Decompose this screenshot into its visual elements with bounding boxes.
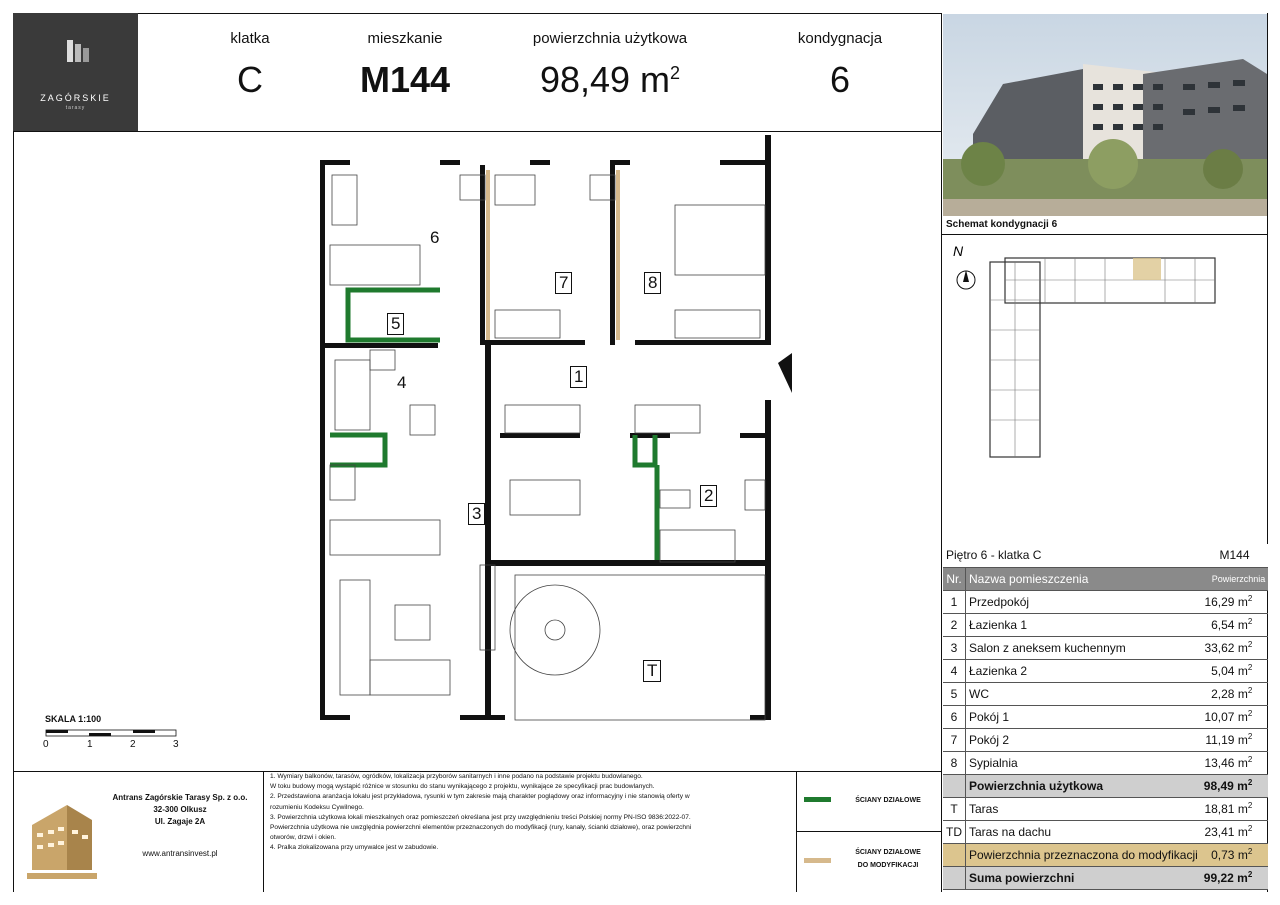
mieszkanie-label: mieszkanie bbox=[367, 30, 443, 47]
header-klatka bbox=[200, 30, 300, 101]
mod-unit-sup: 2 bbox=[1247, 847, 1253, 856]
company-info bbox=[105, 792, 255, 860]
powierzchnia-unit-sup: 2 bbox=[670, 63, 681, 83]
row-name: Taras bbox=[966, 797, 1201, 820]
col-area: Powierzchnia bbox=[1201, 567, 1269, 590]
total-nr bbox=[943, 866, 966, 889]
row-area bbox=[1201, 590, 1269, 613]
row-unit: m bbox=[1237, 618, 1248, 632]
scale-title: SKALA 1:100 bbox=[45, 714, 102, 724]
legend-mod-text-2: DO MODYFIKACJI bbox=[857, 862, 919, 869]
frame-header-bottom-line bbox=[13, 131, 941, 132]
scale-tick-3: 3 bbox=[173, 739, 179, 750]
footer-legend-divider bbox=[796, 831, 941, 832]
row-unit-sup: 2 bbox=[1247, 732, 1253, 741]
total-area bbox=[1201, 866, 1269, 889]
row-area-value: 16,29 bbox=[1204, 595, 1235, 609]
table-heading-right: M144 bbox=[1201, 544, 1269, 567]
total-unit-sup: 2 bbox=[1247, 870, 1253, 879]
row-area bbox=[1201, 751, 1269, 774]
kondygnacja-value: 6 bbox=[829, 59, 851, 100]
total-unit: m bbox=[1237, 871, 1248, 885]
row-unit: m bbox=[1237, 710, 1248, 724]
sum-area-value: 98,49 bbox=[1203, 779, 1234, 793]
header-kondygnacja bbox=[780, 30, 900, 101]
row-unit: m bbox=[1237, 664, 1248, 678]
row-unit: m bbox=[1237, 595, 1248, 609]
table-row bbox=[943, 613, 1268, 636]
table-column-header bbox=[943, 567, 1268, 590]
row-unit: m bbox=[1237, 733, 1248, 747]
scale-tick-0: 0 bbox=[43, 739, 49, 750]
row-unit-sup: 2 bbox=[1247, 640, 1253, 649]
row-unit: m bbox=[1237, 641, 1248, 655]
row-area-value: 23,41 bbox=[1204, 825, 1235, 839]
room-number-7: 7 bbox=[555, 272, 572, 294]
table-row bbox=[943, 705, 1268, 728]
klatka-value: C bbox=[237, 59, 263, 100]
row-unit: m bbox=[1237, 756, 1248, 770]
mod-area-value: 0,73 bbox=[1211, 848, 1235, 862]
frame-top-line bbox=[13, 13, 941, 14]
room-number-t: T bbox=[643, 660, 661, 682]
row-unit: m bbox=[1237, 825, 1248, 839]
scale-tick-2: 2 bbox=[130, 739, 136, 750]
legend-green-text: ŚCIANY DZIAŁOWE bbox=[855, 797, 921, 804]
row-nr: 8 bbox=[943, 751, 966, 774]
row-unit-sup: 2 bbox=[1247, 709, 1253, 718]
row-name: WC bbox=[966, 682, 1201, 705]
floor-plan bbox=[300, 135, 800, 725]
table-row bbox=[943, 751, 1268, 774]
brand-logo bbox=[13, 13, 138, 131]
company-zip: 32-300 Olkusz bbox=[153, 805, 207, 814]
header-mieszkanie bbox=[330, 30, 480, 101]
company-logo bbox=[22, 785, 102, 885]
row-nr: 3 bbox=[943, 636, 966, 659]
kondygnacja-label: kondygnacja bbox=[797, 30, 883, 47]
row-area-value: 11,19 bbox=[1205, 733, 1235, 747]
row-area bbox=[1201, 682, 1269, 705]
mieszkanie-value: M144 bbox=[359, 59, 451, 100]
building-photo bbox=[943, 14, 1267, 216]
row-unit-sup: 2 bbox=[1247, 755, 1253, 764]
north-label: N bbox=[953, 243, 964, 259]
room-number-5: 5 bbox=[387, 313, 404, 335]
note-line: 2. Przedstawiona aranżacja lokalu jest przykładowa, rysunki w tym zakresie mają charakter poglądowy oraz informacyjny i nie stanowią oferty w bbox=[270, 793, 690, 801]
note-line: 1. Wymiary balkonów, tarasów, ogródków, lokalizacja przyborów sanitarnych i inne podano na podstawie projektu budowlanego. bbox=[270, 773, 643, 780]
table-total-row bbox=[943, 866, 1268, 889]
header-powierzchnia bbox=[510, 30, 710, 101]
room-number-3: 3 bbox=[468, 503, 485, 525]
sum-nr bbox=[943, 774, 966, 797]
sum-unit-sup: 2 bbox=[1247, 778, 1253, 787]
room-number-1: 1 bbox=[570, 366, 587, 388]
row-area-value: 5,04 bbox=[1211, 664, 1235, 678]
row-unit: m bbox=[1237, 687, 1248, 701]
row-nr: 6 bbox=[943, 705, 966, 728]
col-nr: Nr. bbox=[943, 567, 966, 590]
total-area-value: 99,22 bbox=[1203, 871, 1234, 885]
row-name: Pokój 2 bbox=[966, 728, 1201, 751]
row-area-value: 18,81 bbox=[1204, 802, 1235, 816]
row-area bbox=[1201, 659, 1269, 682]
row-area-value: 33,62 bbox=[1204, 641, 1235, 655]
room-number-4: 4 bbox=[397, 373, 407, 392]
table-mod-row bbox=[943, 843, 1268, 866]
note-line: otworów, drzwi i okien. bbox=[270, 834, 336, 842]
row-name: Łazienka 1 bbox=[966, 613, 1201, 636]
row-area-value: 2,28 bbox=[1211, 687, 1235, 701]
row-unit: m bbox=[1237, 802, 1248, 816]
row-area bbox=[1201, 797, 1269, 820]
legend-green-swatch bbox=[804, 797, 831, 802]
table-row bbox=[943, 820, 1268, 843]
room-number-6: 6 bbox=[430, 228, 440, 247]
row-unit-sup: 2 bbox=[1247, 801, 1253, 810]
footer-divider-1 bbox=[263, 771, 264, 892]
note-line: 4. Pralka zlokalizowana przy umywalce jest w zabudowie. bbox=[270, 844, 439, 852]
row-area-value: 13,46 bbox=[1204, 756, 1235, 770]
sum-name: Powierzchnia użytkowa bbox=[966, 774, 1201, 797]
row-name: Taras na dachu bbox=[966, 820, 1201, 843]
company-street: Ul. Zagaje 2A bbox=[154, 817, 206, 826]
table-row bbox=[943, 728, 1268, 751]
row-name: Pokój 1 bbox=[966, 705, 1201, 728]
scale-bar bbox=[45, 728, 180, 738]
legend-mod-text bbox=[838, 846, 938, 872]
mod-nr bbox=[943, 843, 966, 866]
row-unit-sup: 2 bbox=[1247, 617, 1253, 626]
row-unit-sup: 2 bbox=[1247, 594, 1253, 603]
row-area-value: 6,54 bbox=[1211, 618, 1235, 632]
row-area-value: 10,07 bbox=[1204, 710, 1235, 724]
brand-name: ZAGÓRSKIE bbox=[40, 93, 111, 103]
row-name: Sypialnia bbox=[966, 751, 1201, 774]
table-sum-row bbox=[943, 774, 1268, 797]
room-area-table bbox=[943, 544, 1268, 890]
powierzchnia-value: 98,49 m bbox=[539, 59, 671, 100]
note-line: Powierzchnia użytkowa nie uwzględnia powierzchni elementów przeznaczonych do modyfikacji (rury, kanały, ścianki działowe), oraz powierzchni bbox=[270, 824, 692, 832]
sum-unit: m bbox=[1237, 779, 1248, 793]
legend-mod-swatch bbox=[804, 858, 831, 863]
row-nr: 2 bbox=[943, 613, 966, 636]
powierzchnia-value-wrap bbox=[510, 59, 710, 101]
row-unit-sup: 2 bbox=[1247, 824, 1253, 833]
company-web[interactable]: www.antransinvest.pl bbox=[142, 849, 218, 858]
frame-left-line bbox=[13, 13, 14, 892]
total-name: Suma powierzchni bbox=[966, 866, 1201, 889]
row-area bbox=[1201, 613, 1269, 636]
table-heading-left: Piętro 6 - klatka C bbox=[943, 544, 1201, 567]
powierzchnia-label: powierzchnia użytkowa bbox=[532, 30, 688, 47]
mod-area bbox=[1201, 843, 1269, 866]
row-nr: 5 bbox=[943, 682, 966, 705]
row-name: Przedpokój bbox=[966, 590, 1201, 613]
row-area bbox=[1201, 820, 1269, 843]
table-heading-row bbox=[943, 544, 1268, 567]
table-row bbox=[943, 590, 1268, 613]
table-row bbox=[943, 682, 1268, 705]
scale-tick-1: 1 bbox=[87, 739, 93, 750]
col-name: Nazwa pomieszczenia bbox=[966, 567, 1201, 590]
floor-key-plan bbox=[945, 240, 1225, 465]
row-nr: 1 bbox=[943, 590, 966, 613]
brand-mark-icon bbox=[65, 38, 91, 64]
row-nr: 7 bbox=[943, 728, 966, 751]
note-line: rozumieniu Kodeksu Cywilnego. bbox=[270, 803, 364, 811]
mod-unit: m bbox=[1237, 848, 1248, 862]
frame-right-line bbox=[941, 13, 942, 892]
klatka-label: klatka bbox=[230, 30, 270, 47]
right-panel-line bbox=[941, 234, 1267, 235]
legend-mod-text-1: ŚCIANY DZIAŁOWE bbox=[855, 849, 921, 856]
row-unit-sup: 2 bbox=[1247, 663, 1253, 672]
row-area bbox=[1201, 728, 1269, 751]
brand-sub: tarasy bbox=[65, 105, 86, 111]
note-line: 3. Powierzchnia użytkowa lokali mieszkalnych oraz pomieszczeń określana jest przy uwzględnieniu treści Polskiej normy PN-ISO 9836:2022-07. bbox=[270, 813, 691, 821]
row-unit-sup: 2 bbox=[1247, 686, 1253, 695]
row-area bbox=[1201, 636, 1269, 659]
sum-area bbox=[1201, 774, 1269, 797]
row-nr: TD bbox=[943, 820, 966, 843]
row-area bbox=[1201, 705, 1269, 728]
row-name: Łazienka 2 bbox=[966, 659, 1201, 682]
row-name: Salon z aneksem kuchennym bbox=[966, 636, 1201, 659]
company-name: Antrans Zagórskie Tarasy Sp. z o.o. bbox=[112, 793, 248, 802]
footer-notes bbox=[270, 772, 790, 854]
table-row bbox=[943, 797, 1268, 820]
schemat-title: Schemat kondygnacji 6 bbox=[946, 219, 1058, 230]
room-number-2: 2 bbox=[700, 485, 717, 507]
row-nr: T bbox=[943, 797, 966, 820]
note-line: W toku budowy mogą wystąpić różnice w stosunku do stanu wynikającego z projektu, wynikające ze specyfikacji prac budowlanych. bbox=[270, 783, 655, 791]
mod-name: Powierzchnia przeznaczona do modyfikacji bbox=[966, 843, 1201, 866]
table-row bbox=[943, 636, 1268, 659]
table-row bbox=[943, 659, 1268, 682]
row-nr: 4 bbox=[943, 659, 966, 682]
room-number-8: 8 bbox=[644, 272, 661, 294]
